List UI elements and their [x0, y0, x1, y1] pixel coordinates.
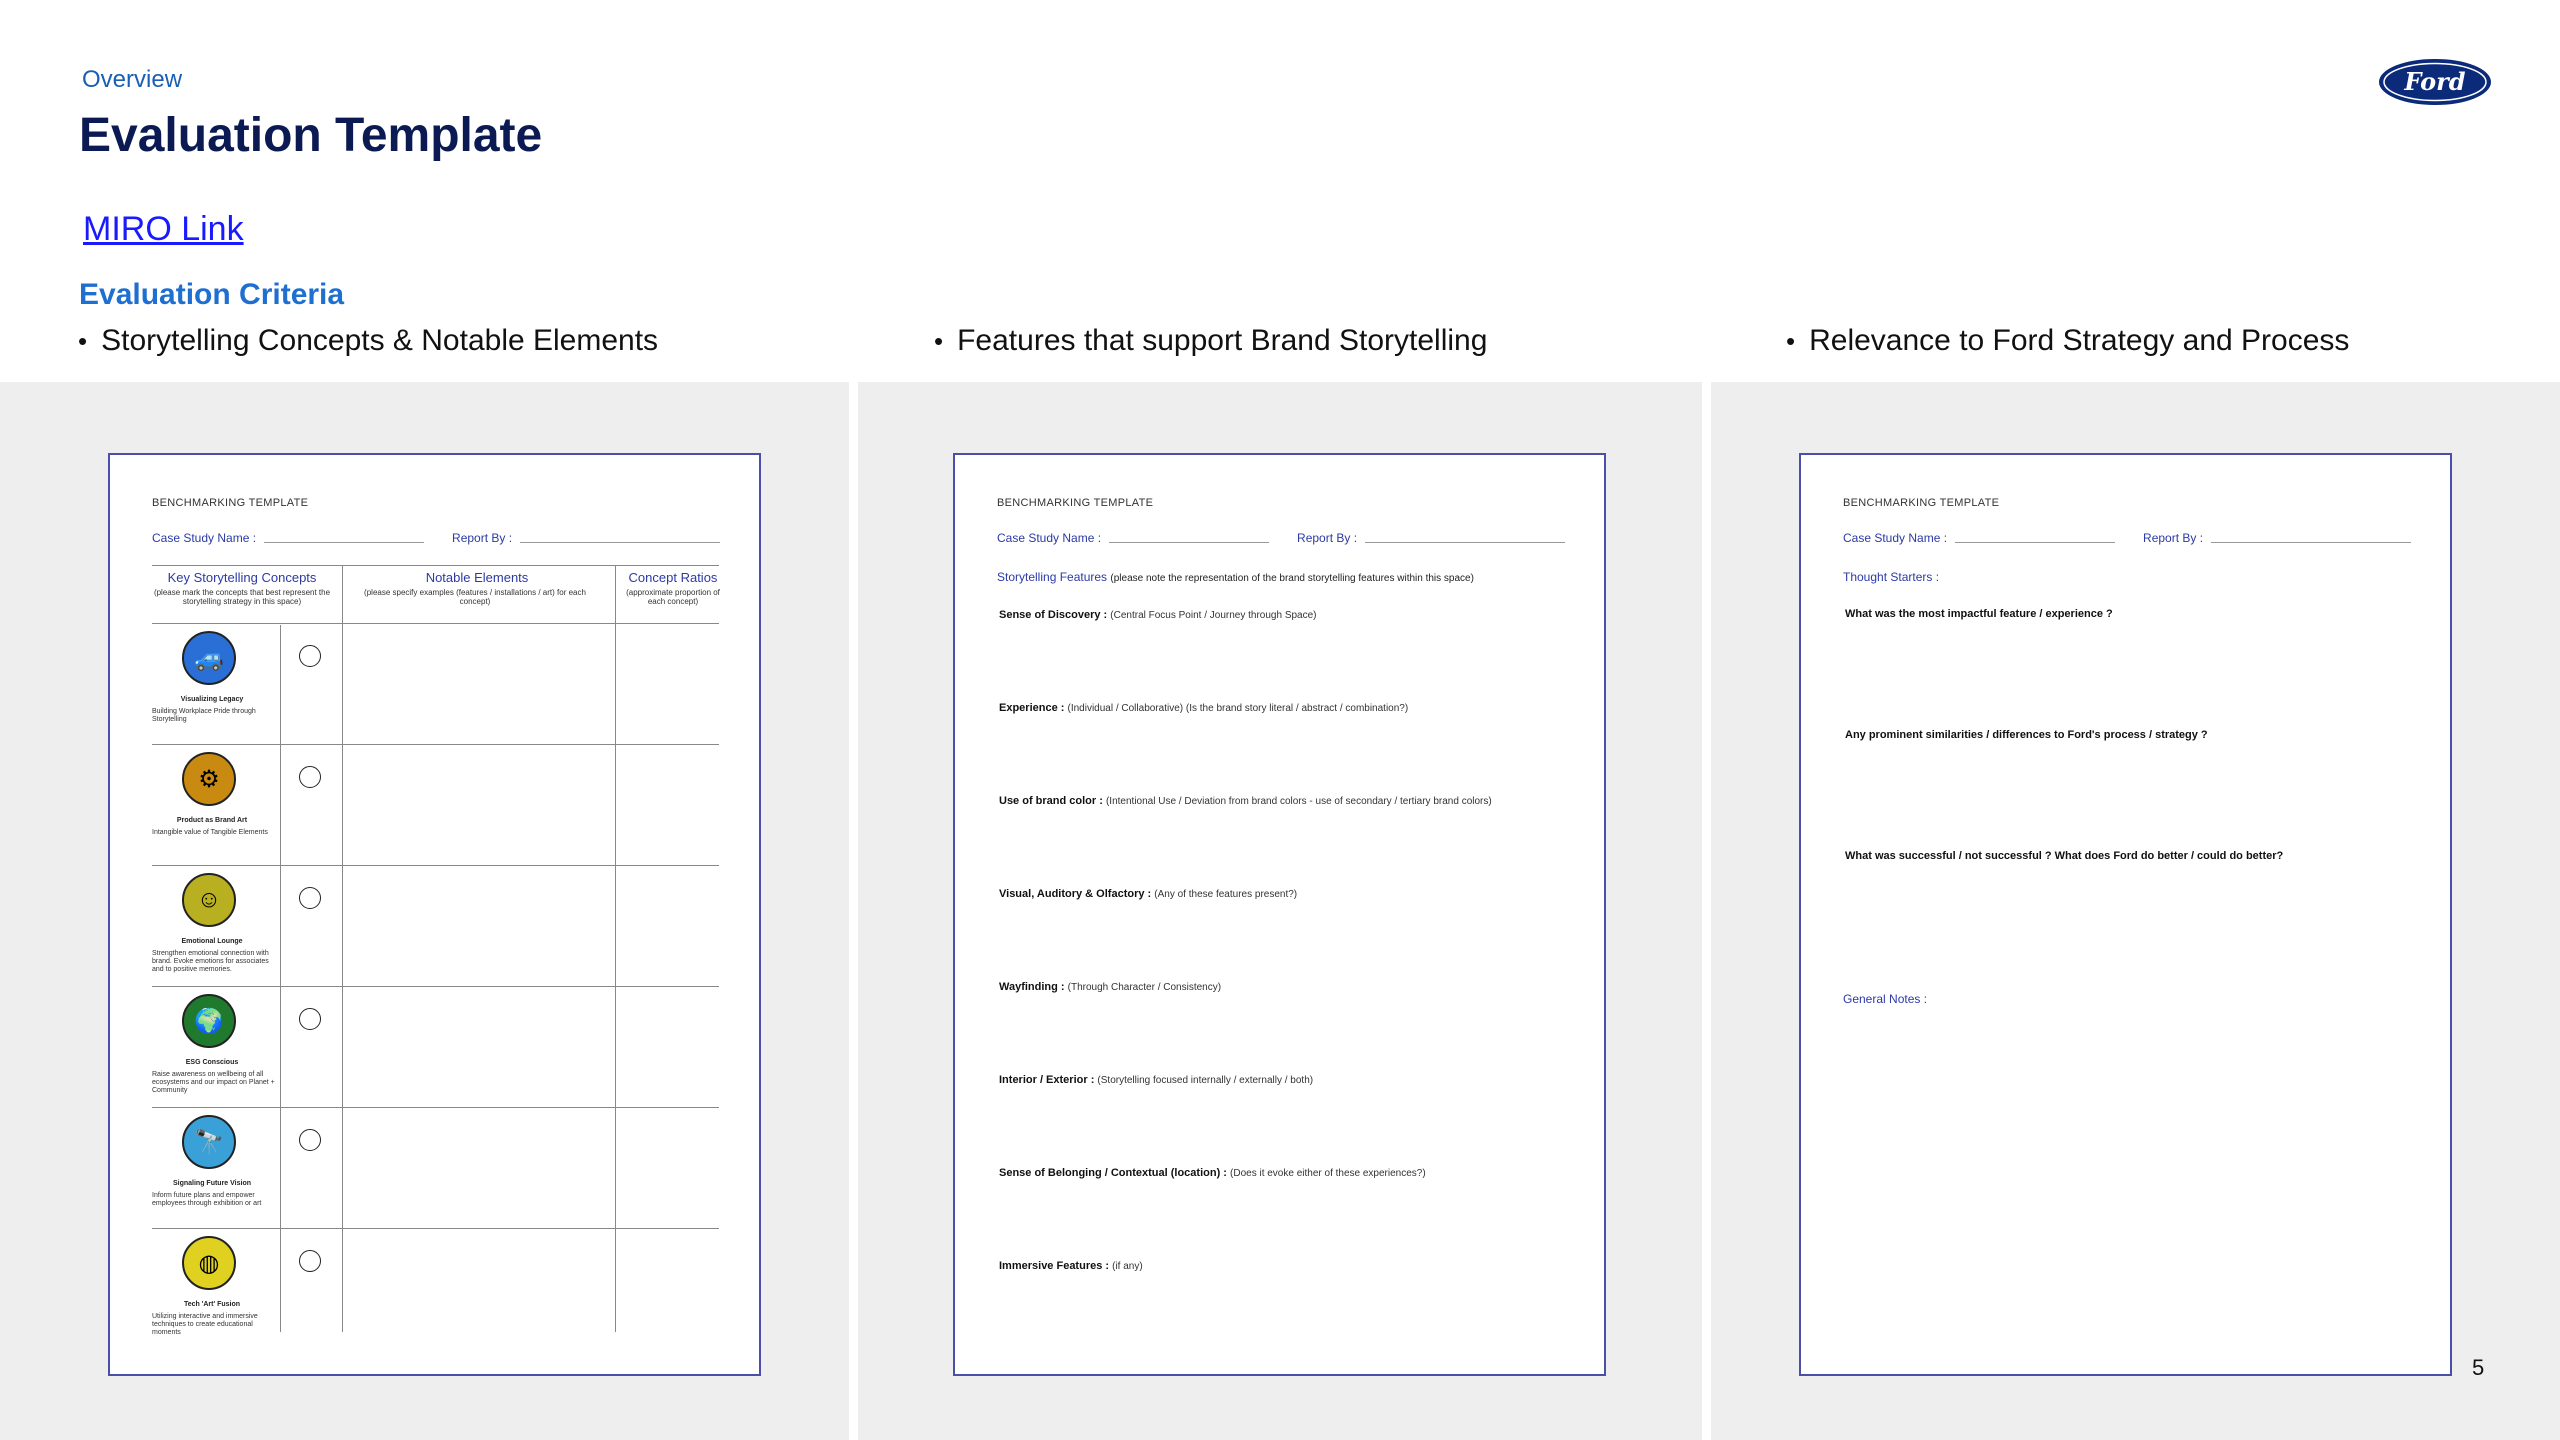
concept-desc: Building Workplace Pride through Storytelling	[152, 708, 256, 723]
table-divider	[615, 565, 616, 1332]
thought-question: What was successful / not successful ? What does Ford do better / could do better?	[1845, 850, 2284, 862]
row-rule	[152, 1228, 719, 1229]
concept-desc: Raise awareness on wellbeing of all ecosystems and our impact on Planet + Community	[152, 1071, 275, 1094]
section-eyebrow: Overview	[82, 66, 183, 93]
report-by-label: Report By :	[2143, 531, 2204, 545]
feature-note: (Any of these features present?)	[1154, 889, 1298, 900]
concept-radio[interactable]	[299, 887, 321, 909]
template-sheet-features	[953, 453, 1606, 1376]
report-by-label: Report By :	[1297, 531, 1358, 545]
column-head-concepts: Key Storytelling Concepts	[167, 570, 317, 585]
concept-radio[interactable]	[299, 645, 321, 667]
ford-logo	[2378, 58, 2492, 106]
report-by-field[interactable]	[1365, 531, 1565, 543]
concept-name: Product as Brand Art	[176, 817, 248, 824]
concept-name: ESG Conscious	[185, 1059, 239, 1066]
report-by-label: Report By :	[452, 531, 513, 545]
report-by-field[interactable]	[520, 531, 720, 543]
criteria-bullet-text: Features that support Brand Storytelling	[957, 324, 1488, 357]
feature-item	[999, 981, 1221, 993]
concept-desc: Intangible value of Tangible Elements	[152, 829, 268, 836]
concept-name: Signaling Future Vision	[172, 1180, 252, 1187]
feature-note: (Does it evoke either of these experiences?)	[1230, 1168, 1426, 1179]
sphere-icon: ◍	[182, 1236, 236, 1290]
globe-icon: 🌍	[182, 994, 236, 1048]
feature-note: (Central Focus Point / Journey through Space)	[1110, 610, 1317, 621]
features-heading	[997, 570, 1474, 584]
feature-note: (if any)	[1112, 1261, 1143, 1272]
feature-label: Wayfinding :	[999, 981, 1065, 993]
column-sub-elements: (please specify examples (features / installations / art) for each concept)	[364, 588, 586, 606]
emotion-icon: ☺	[182, 873, 236, 927]
thought-question: What was the most impactful feature / experience ?	[1845, 608, 2113, 620]
feature-note: (Individual / Collaborative) (Is the brand story literal / abstract / combination?)	[1067, 703, 1409, 714]
feature-label: Sense of Belonging / Contextual (location) :	[999, 1167, 1227, 1179]
feature-item	[999, 795, 1492, 807]
feature-item	[999, 1167, 1426, 1179]
gear-icon: ⚙	[182, 752, 236, 806]
row-rule	[152, 623, 719, 624]
case-study-line	[997, 531, 1565, 545]
criteria-bullet-text: Relevance to Ford Strategy and Process	[1809, 324, 2350, 357]
concept-name: Visualizing Legacy	[180, 696, 244, 703]
case-study-field[interactable]	[1955, 531, 2115, 543]
template-heading: BENCHMARKING TEMPLATE	[152, 497, 309, 509]
column-head-elements: Notable Elements	[425, 570, 529, 585]
concept-desc: Strengthen emotional connection with brand. Evoke emotions for associates and to positive memories.	[152, 950, 269, 973]
row-rule	[152, 1107, 719, 1108]
column-head-ratios: Concept Ratios	[628, 570, 718, 585]
thought-question: Any prominent similarities / differences to Ford's process / strategy ?	[1845, 729, 2208, 741]
table-top-rule	[152, 565, 719, 566]
feature-item	[999, 702, 1408, 714]
criteria-bullet-3	[1786, 324, 2349, 358]
case-study-line	[1843, 531, 2411, 545]
feature-label: Immersive Features :	[999, 1260, 1110, 1272]
template-sheet-relevance	[1799, 453, 2452, 1376]
feature-label: Sense of Discovery :	[999, 609, 1108, 621]
concept-name: Emotional Lounge	[181, 938, 243, 945]
report-by-field[interactable]	[2211, 531, 2411, 543]
template-heading: BENCHMARKING TEMPLATE	[1843, 497, 2000, 509]
thought-starters-label: Thought Starters :	[1843, 570, 1940, 584]
template-heading: BENCHMARKING TEMPLATE	[997, 497, 1154, 509]
feature-item	[999, 609, 1317, 621]
concept-radio[interactable]	[299, 1250, 321, 1272]
feature-label: Use of brand color :	[999, 795, 1103, 807]
feature-note: (Intentional Use / Deviation from brand colors - use of secondary / tertiary brand colors)	[1105, 796, 1492, 807]
feature-item	[999, 888, 1297, 900]
page-number: 5	[2472, 1355, 2485, 1380]
ford-logo-text: Ford	[2404, 67, 2466, 96]
case-study-line	[152, 531, 720, 545]
column-sub-ratios: (approximate proportion of each concept)	[626, 588, 720, 606]
general-notes-label: General Notes :	[1843, 992, 1928, 1006]
concept-desc: Inform future plans and empower employees through exhibition or art	[152, 1192, 262, 1207]
feature-label: Interior / Exterior :	[999, 1074, 1095, 1086]
feature-item	[999, 1260, 1143, 1272]
criteria-bullet-1	[78, 324, 658, 358]
miro-link[interactable]: MIRO Link	[83, 210, 244, 248]
bullet-dot-icon: •	[1786, 325, 1796, 356]
concept-radio[interactable]	[299, 1008, 321, 1030]
feature-label: Visual, Auditory & Olfactory :	[999, 888, 1152, 900]
case-study-label: Case Study Name :	[1843, 531, 1948, 545]
concept-radio[interactable]	[299, 1129, 321, 1151]
row-rule	[152, 986, 719, 987]
feature-note: (Through Character / Consistency)	[1067, 982, 1222, 993]
feature-note: (Storytelling focused internally / externally / both)	[1097, 1075, 1314, 1086]
case-study-label: Case Study Name :	[997, 531, 1102, 545]
template-sheet-concepts	[108, 453, 761, 1376]
case-study-label: Case Study Name :	[152, 531, 257, 545]
criteria-bullet-2	[934, 324, 1487, 358]
feature-label: Experience :	[999, 702, 1065, 714]
vehicle-icon: 🚙	[182, 631, 236, 685]
case-study-field[interactable]	[264, 531, 424, 543]
table-divider	[342, 565, 343, 1332]
feature-item	[999, 1074, 1313, 1086]
concept-radio[interactable]	[299, 766, 321, 788]
bullet-dot-icon: •	[934, 325, 944, 356]
table-divider	[280, 625, 281, 1332]
features-title: Storytelling Features	[997, 570, 1108, 584]
concept-name: Tech 'Art' Fusion	[183, 1301, 241, 1308]
features-title-note: (please note the representation of the brand storytelling features within this space)	[1110, 573, 1474, 584]
concept-desc: Utilizing interactive and immersive techniques to create educational moments	[152, 1313, 258, 1336]
row-rule	[152, 744, 719, 745]
row-rule	[152, 865, 719, 866]
criteria-bullet-text: Storytelling Concepts & Notable Elements	[101, 324, 659, 357]
case-study-field[interactable]	[1109, 531, 1269, 543]
page-title: Evaluation Template	[79, 109, 543, 162]
column-sub-concepts: (please mark the concepts that best represent the storytelling strategy in this space)	[153, 588, 331, 606]
telescope-icon: 🔭	[182, 1115, 236, 1169]
bullet-dot-icon: •	[78, 325, 88, 356]
evaluation-criteria-heading: Evaluation Criteria	[79, 278, 345, 311]
